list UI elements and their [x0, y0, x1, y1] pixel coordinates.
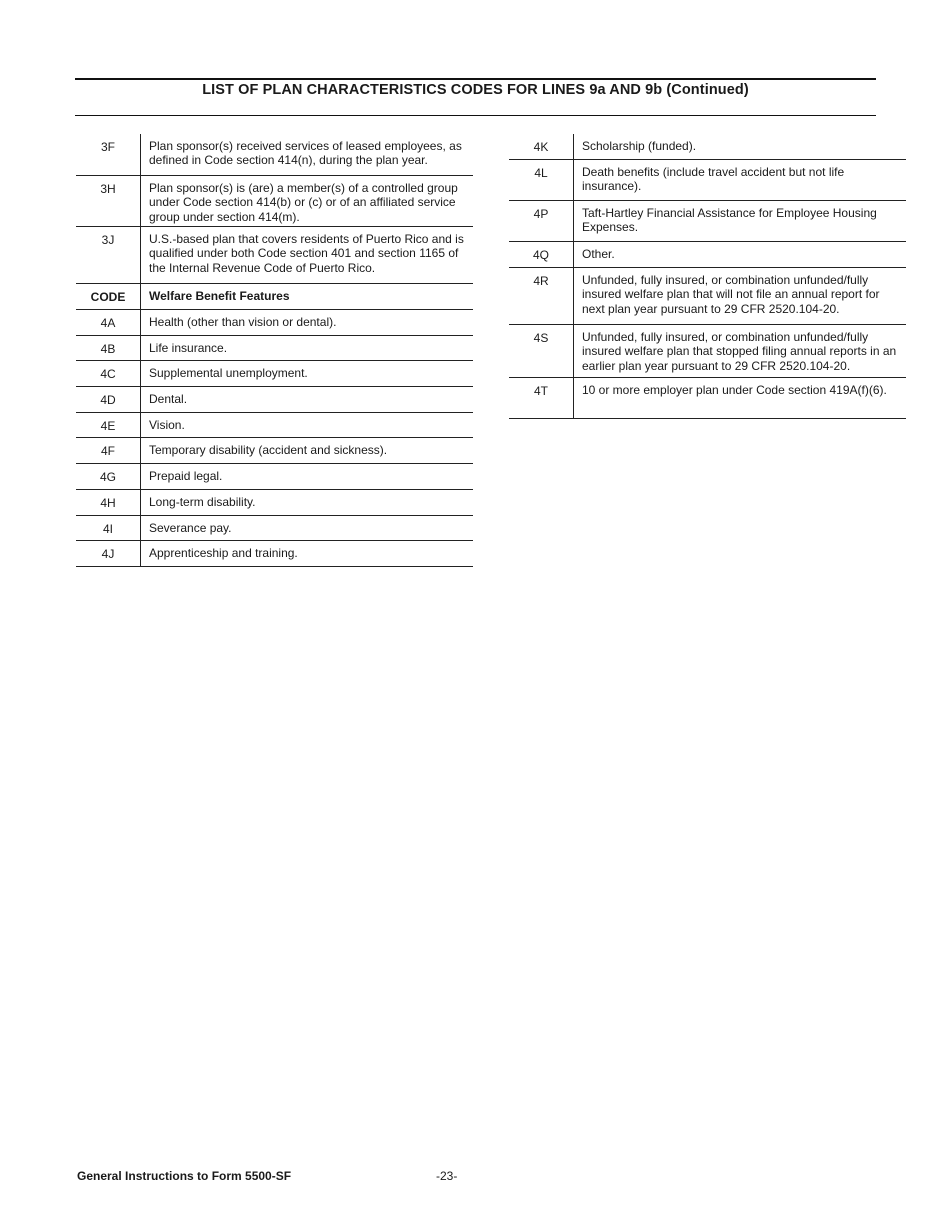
code-cell: 4E — [76, 413, 141, 438]
description-cell: 10 or more employer plan under Code section 419A(f)(6). — [582, 383, 887, 397]
table-row — [509, 325, 906, 378]
description-cell: Other. — [582, 247, 615, 261]
code-cell: 3J — [76, 227, 141, 283]
description-cell: U.S.-based plan that covers residents of Puerto Rico and is qualified under both Code section 401 and section 1165 of the Internal Revenue Code of Puerto Rico. — [149, 232, 464, 275]
code-cell: 4F — [76, 438, 141, 463]
title-bottom-rule — [75, 115, 876, 116]
description-cell: Temporary disability (accident and sickness). — [149, 443, 388, 458]
welfare-features-header: Welfare Benefit Features — [149, 289, 290, 303]
table-row — [509, 201, 906, 242]
table-row — [509, 134, 906, 160]
description-cell: Health (other than vision or dental). — [149, 315, 337, 329]
table-row — [76, 516, 473, 542]
table-row — [509, 268, 906, 325]
code-cell: 4K — [509, 134, 574, 159]
footer-page-number: -23- — [436, 1169, 458, 1183]
footer-form-name: General Instructions to Form 5500-SF — [77, 1169, 292, 1183]
table-row — [76, 464, 473, 490]
description-cell: Plan sponsor(s) is (are) a member(s) of a controlled group under Code section 414(b) or (c) or of an affiliated service group under section 414(m). — [149, 181, 458, 224]
description-cell: Vision. — [149, 417, 185, 432]
table-row — [76, 413, 473, 439]
table-row — [76, 227, 473, 284]
table-row — [76, 490, 473, 516]
code-cell: 3H — [76, 176, 141, 226]
description-cell: Scholarship (funded). — [582, 139, 697, 153]
table-row — [76, 438, 473, 464]
code-cell: 4B — [76, 336, 141, 361]
description-cell: Unfunded, fully insured, or combination unfunded/fully insured welfare plan that will not file an annual report for next plan year pursuant to 29 CFR 2520.104-20. — [582, 273, 880, 316]
table-header-row — [76, 284, 473, 310]
title-top-rule — [75, 78, 876, 80]
table-row — [76, 134, 473, 176]
table-row — [76, 387, 473, 413]
description-cell: Plan sponsor(s) received services of leased employees, as defined in Code section 414(n), during the plan year. — [149, 139, 462, 168]
code-cell: 4T — [509, 378, 574, 418]
description-cell: Death benefits (include travel accident but not life insurance). — [582, 165, 845, 194]
table-row — [76, 541, 473, 567]
code-cell: 4C — [76, 361, 141, 386]
page-title: LIST OF PLAN CHARACTERISTICS CODES FOR LINES 9a AND 9b (Continued) — [202, 82, 749, 98]
table-row — [76, 310, 473, 336]
code-cell: 4J — [76, 541, 141, 566]
description-cell: Life insurance. — [149, 340, 228, 355]
code-cell: 4H — [76, 490, 141, 515]
left-codes-table — [76, 134, 473, 567]
description-cell: Apprenticeship and training. — [149, 546, 298, 561]
code-cell: 4R — [509, 268, 574, 324]
description-cell: Prepaid legal. — [149, 469, 223, 484]
code-column-header: CODE — [76, 284, 141, 309]
code-cell: 4S — [509, 325, 574, 377]
table-row — [76, 336, 473, 362]
code-cell: 3F — [76, 134, 141, 175]
description-cell: Severance pay. — [149, 520, 232, 535]
code-cell: 4D — [76, 387, 141, 412]
code-cell: 4Q — [509, 242, 574, 267]
right-codes-table — [509, 134, 906, 419]
table-row — [509, 160, 906, 201]
table-row — [509, 242, 906, 268]
table-row — [76, 176, 473, 227]
table-row — [76, 361, 473, 387]
code-cell: 4P — [509, 201, 574, 241]
description-cell: Taft-Hartley Financial Assistance for Employee Housing Expenses. — [582, 206, 877, 235]
description-cell: Unfunded, fully insured, or combination unfunded/fully insured welfare plan that stopped filing annual reports in an earlier plan year pursuant to 29 CFR 2520.104-20. — [582, 330, 897, 373]
description-cell: Long-term disability. — [149, 494, 256, 509]
code-cell: 4A — [76, 310, 141, 335]
table-row — [509, 378, 906, 419]
description-cell: Supplemental unemployment. — [149, 366, 308, 381]
code-cell: 4I — [76, 516, 141, 541]
code-cell: 4L — [509, 160, 574, 200]
description-cell: Dental. — [149, 392, 188, 407]
code-cell: 4G — [76, 464, 141, 489]
